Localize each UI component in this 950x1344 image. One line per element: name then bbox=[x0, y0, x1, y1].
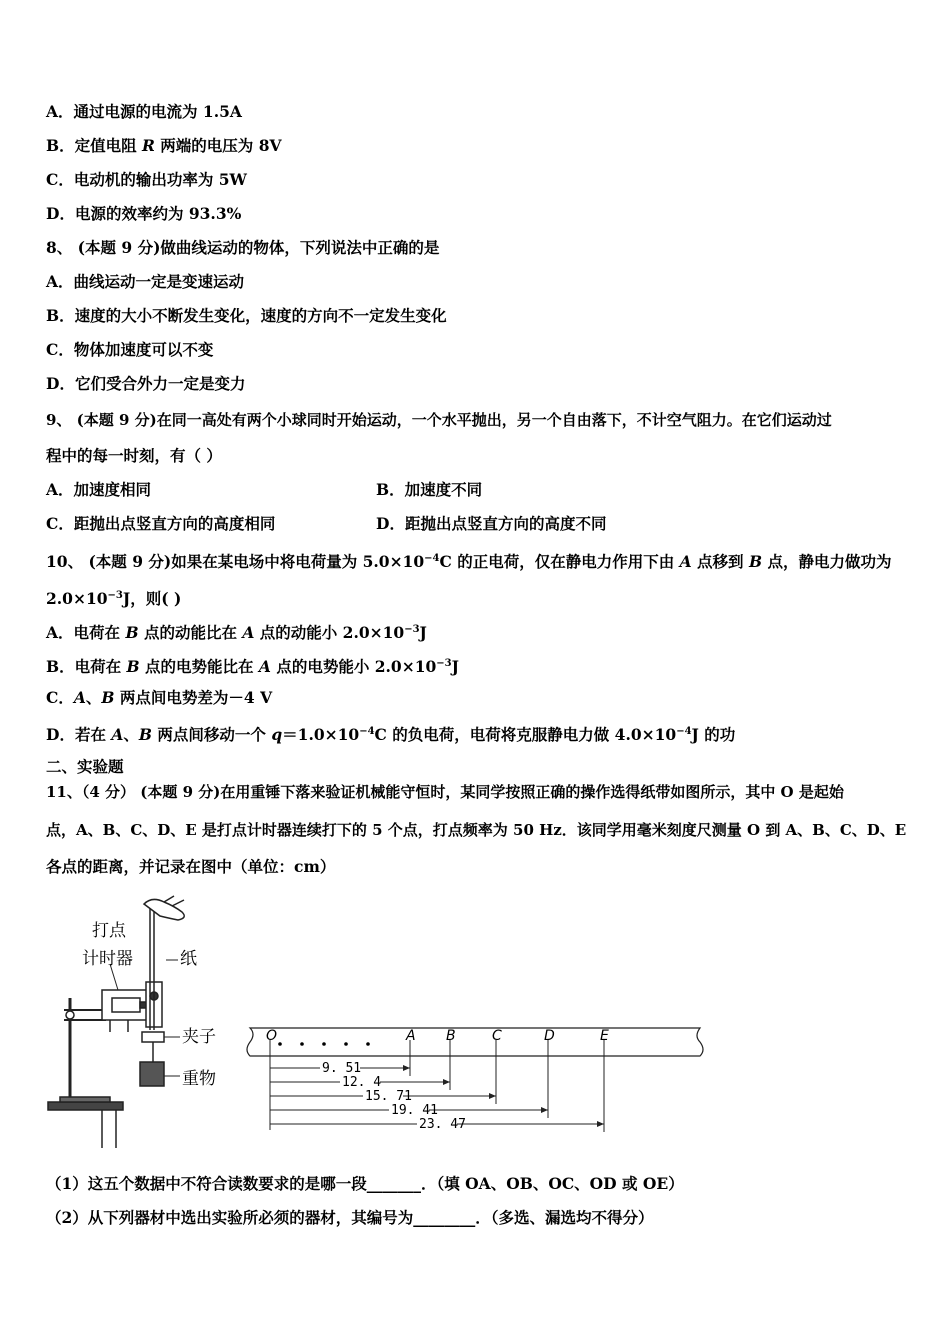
measure-arrowhead-4 bbox=[541, 1107, 548, 1113]
q8-stem: 8、 (本题 9 分)做曲线运动的物体，下列说法中正确的是 bbox=[46, 238, 440, 257]
measure-label-5: 23. 47 bbox=[419, 1117, 466, 1132]
q9-option-d: D．距抛出点竖直方向的高度不同 bbox=[376, 514, 607, 533]
label-weight: 重物 bbox=[182, 1069, 216, 1089]
tape-point-c: C bbox=[492, 1028, 502, 1044]
tape-point-o: O bbox=[266, 1028, 278, 1044]
q10-stem-line2: $2.0\times 10^{-3}J$，则( ) bbox=[46, 589, 182, 609]
q8-option-b: B．速度的大小不断发生变化，速度的方向不一定发生变化 bbox=[46, 306, 447, 325]
tape-point-a: A bbox=[406, 1028, 416, 1044]
measure-lines bbox=[270, 1061, 604, 1132]
q11-line3: 各点的距离，并记录在图中（单位：cm） bbox=[46, 857, 336, 876]
q7-option-c: C．电动机的输出功率为 5W bbox=[46, 170, 247, 189]
experiment-figure bbox=[40, 890, 720, 1155]
q9-option-b: B．加速度不同 bbox=[376, 480, 483, 499]
q7-option-d: D．电源的效率约为 93.3% bbox=[46, 204, 242, 223]
q10-option-a: A．电荷在 B 点的动能比在 A 点的动能小 $2.0\times 10^{-3}J$ bbox=[46, 623, 427, 643]
label-paper: 纸 bbox=[180, 949, 197, 969]
q9-option-c: C．距抛出点竖直方向的高度相同 bbox=[46, 514, 276, 533]
measure-label-2: 12. 4 bbox=[342, 1075, 382, 1090]
q9-stem-line2: 程中的每一时刻，有（ ） bbox=[46, 446, 222, 465]
q10-option-d: D．若在 A、B 两点间移动一个 $q=1.0\times 10^{-4}C$ 的负电荷，电荷将克服静电力做 $4.0\times 10^{-4}J$ 的功 bbox=[46, 725, 736, 745]
tape-point-b: B bbox=[446, 1028, 456, 1044]
q7-option-b: B．定值电阻 R 两端的电压为 8V bbox=[46, 136, 282, 155]
paper-tape bbox=[247, 1028, 703, 1056]
measure-label-1: 9. 51 bbox=[322, 1061, 362, 1076]
label-timer-2: 计时器 bbox=[82, 949, 133, 969]
measure-arrowhead-2 bbox=[443, 1079, 450, 1085]
q11-subquestion-2: （2）从下列器材中选出实验所必须的器材，其编号为________．（多选、漏选均不得分） bbox=[46, 1208, 654, 1227]
label-clip: 夹子 bbox=[182, 1027, 216, 1047]
q8-option-c: C．物体加速度可以不变 bbox=[46, 340, 214, 359]
q7-option-a: A．通过电源的电流为 1.5A bbox=[46, 102, 242, 121]
measure-label-4: 19. 41 bbox=[391, 1103, 438, 1118]
tape-point-d: D bbox=[544, 1028, 555, 1044]
q9-option-a: A．加速度相同 bbox=[46, 480, 152, 499]
q8-option-d: D．它们受合外力一定是变力 bbox=[46, 374, 246, 393]
label-timer-1: 打点 bbox=[92, 921, 126, 941]
tape-point-e: E bbox=[600, 1028, 609, 1044]
q10-option-b: B．电荷在 B 点的电势能比在 A 点的电势能小 $2.0\times 10^{-3}J$ bbox=[46, 657, 459, 677]
q11-line1: 11、（4 分） (本题 9 分)在用重锤下落来验证机械能守恒时，某同学按照正确的操作选得纸带如图所示，其中 O 是起始 bbox=[46, 783, 844, 801]
measure-arrowhead-5 bbox=[597, 1121, 604, 1127]
q10-stem-line1: 10、 (本题 9 分)如果在某电场中将电荷量为 $5.0\times 10^{-4}C$ 的正电荷，仅在静电力作用下由 A 点移到 B 点，静电力做功为 bbox=[46, 552, 892, 572]
q11-subquestion-1: （1）这五个数据中不符合读数要求的是哪一段_______．（填 OA、OB、OC、OD 或 OE） bbox=[46, 1174, 684, 1193]
measure-label-3: 15. 71 bbox=[365, 1089, 412, 1104]
measure-arrowhead-3 bbox=[489, 1093, 496, 1099]
q10-option-c: C．A、B 两点间电势差为－4 V bbox=[46, 688, 273, 707]
q8-option-a: A．曲线运动一定是变速运动 bbox=[46, 272, 245, 291]
q11-line2: 点，A、B、C、D、E 是打点计时器连续打下的 5 个点，打点频率为 50 Hz．该同学用毫米刻度尺测量 O 到 A、B、C、D、E bbox=[46, 821, 907, 839]
measure-arrowhead-1 bbox=[403, 1065, 410, 1071]
section-heading: 二、实验题 bbox=[46, 757, 124, 776]
q9-stem-line1: 9、 (本题 9 分)在同一高处有两个小球同时开始运动，一个水平抛出，另一个自由落下，不计空气阻力。在它们运动过 bbox=[46, 411, 832, 429]
